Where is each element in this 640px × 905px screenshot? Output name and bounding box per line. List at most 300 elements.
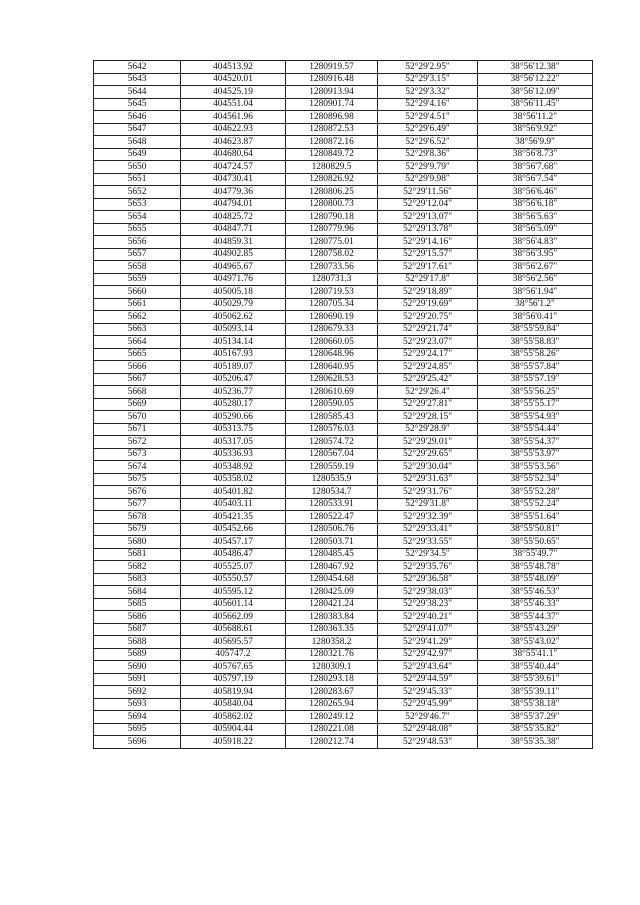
x-coordinate-cell: 405421.35 — [181, 511, 286, 524]
x-coordinate-cell: 405005.18 — [181, 286, 286, 299]
latitude-cell: 52°29'32.39" — [378, 511, 478, 524]
point-number-cell: 5673 — [94, 448, 181, 461]
point-number-cell: 5651 — [94, 173, 181, 186]
point-number-cell: 5684 — [94, 586, 181, 599]
point-number-cell: 5696 — [94, 736, 181, 749]
longitude-cell: 38°55'35.82" — [478, 723, 593, 736]
longitude-cell: 38°56'8.73" — [478, 148, 593, 161]
x-coordinate-cell: 405918.22 — [181, 736, 286, 749]
point-number-cell: 5682 — [94, 561, 181, 574]
table-row — [94, 661, 593, 674]
latitude-cell: 52°29'25.42" — [378, 373, 478, 386]
table-row — [94, 448, 593, 461]
y-coordinate-cell: 1280648.96 — [286, 348, 378, 361]
longitude-cell: 38°55'54.93" — [478, 411, 593, 424]
x-coordinate-cell: 404623.87 — [181, 136, 286, 149]
y-coordinate-cell: 1280585.43 — [286, 411, 378, 424]
latitude-cell: 52°29'38.03" — [378, 586, 478, 599]
point-number-cell: 5691 — [94, 673, 181, 686]
longitude-cell: 38°56'0.41" — [478, 311, 593, 324]
x-coordinate-cell: 405167.93 — [181, 348, 286, 361]
point-number-cell: 5659 — [94, 273, 181, 286]
point-number-cell: 5657 — [94, 248, 181, 261]
latitude-cell: 52°29'6.52" — [378, 136, 478, 149]
point-number-cell: 5655 — [94, 223, 181, 236]
table-row — [94, 236, 593, 249]
table-row — [94, 273, 593, 286]
point-number-cell: 5690 — [94, 661, 181, 674]
latitude-cell: 52°29'33.41" — [378, 523, 478, 536]
latitude-cell: 52°29'14.16" — [378, 236, 478, 249]
longitude-cell: 38°56'11.45" — [478, 98, 593, 111]
x-coordinate-cell: 405688.61 — [181, 623, 286, 636]
longitude-cell: 38°55'52.28" — [478, 486, 593, 499]
latitude-cell: 52°29'31.63" — [378, 473, 478, 486]
latitude-cell: 52°29'45.33" — [378, 686, 478, 699]
y-coordinate-cell: 1280425.09 — [286, 586, 378, 599]
x-coordinate-cell: 405358.02 — [181, 473, 286, 486]
latitude-cell: 52°29'24.17" — [378, 348, 478, 361]
table-row — [94, 386, 593, 399]
latitude-cell: 52°29'13.78" — [378, 223, 478, 236]
table-row — [94, 161, 593, 174]
longitude-cell: 38°56'6.46" — [478, 186, 593, 199]
table-row — [94, 461, 593, 474]
y-coordinate-cell: 1280640.95 — [286, 361, 378, 374]
latitude-cell: 52°29'3.32" — [378, 86, 478, 99]
point-number-cell: 5680 — [94, 536, 181, 549]
x-coordinate-cell: 405189.07 — [181, 361, 286, 374]
latitude-cell: 52°29'29.01" — [378, 436, 478, 449]
table-row — [94, 323, 593, 336]
y-coordinate-cell: 1280775.01 — [286, 236, 378, 249]
longitude-cell: 38°55'58.83" — [478, 336, 593, 349]
longitude-cell: 38°56'6.18" — [478, 198, 593, 211]
latitude-cell: 52°29'26.4" — [378, 386, 478, 399]
y-coordinate-cell: 1280309.1 — [286, 661, 378, 674]
longitude-cell: 38°55'53.56" — [478, 461, 593, 474]
x-coordinate-cell: 405062.62 — [181, 311, 286, 324]
table-row — [94, 361, 593, 374]
latitude-cell: 52°29'46.7" — [378, 711, 478, 724]
y-coordinate-cell: 1280533.91 — [286, 498, 378, 511]
table-row — [94, 136, 593, 149]
x-coordinate-cell: 404971.76 — [181, 273, 286, 286]
point-number-cell: 5683 — [94, 573, 181, 586]
point-number-cell: 5670 — [94, 411, 181, 424]
y-coordinate-cell: 1280321.76 — [286, 648, 378, 661]
x-coordinate-cell: 405134.14 — [181, 336, 286, 349]
x-coordinate-cell: 404730.41 — [181, 173, 286, 186]
x-coordinate-cell: 405486.47 — [181, 548, 286, 561]
x-coordinate-cell: 405336.93 — [181, 448, 286, 461]
longitude-cell: 38°55'46.33" — [478, 598, 593, 611]
longitude-cell: 38°55'55.17" — [478, 398, 593, 411]
y-coordinate-cell: 1280265.94 — [286, 698, 378, 711]
latitude-cell: 52°29'31.8" — [378, 498, 478, 511]
table-row — [94, 486, 593, 499]
point-number-cell: 5660 — [94, 286, 181, 299]
x-coordinate-cell: 405317.05 — [181, 436, 286, 449]
longitude-cell: 38°56'5.09" — [478, 223, 593, 236]
point-number-cell: 5649 — [94, 148, 181, 161]
longitude-cell: 38°55'41.1" — [478, 648, 593, 661]
table-row — [94, 511, 593, 524]
x-coordinate-cell: 405767.65 — [181, 661, 286, 674]
table-row — [94, 648, 593, 661]
x-coordinate-cell: 405206.47 — [181, 373, 286, 386]
table-row — [94, 298, 593, 311]
point-number-cell: 5688 — [94, 636, 181, 649]
y-coordinate-cell: 1280849.72 — [286, 148, 378, 161]
table-row — [94, 673, 593, 686]
y-coordinate-cell: 1280660.05 — [286, 336, 378, 349]
table-row — [94, 523, 593, 536]
point-number-cell: 5674 — [94, 461, 181, 474]
point-number-cell: 5693 — [94, 698, 181, 711]
longitude-cell: 38°56'5.63" — [478, 211, 593, 224]
latitude-cell: 52°29'6.49" — [378, 123, 478, 136]
x-coordinate-cell: 405093.14 — [181, 323, 286, 336]
longitude-cell: 38°56'12.38" — [478, 61, 593, 74]
latitude-cell: 52°29'9.79" — [378, 161, 478, 174]
longitude-cell: 38°56'1.94" — [478, 286, 593, 299]
table-row — [94, 223, 593, 236]
table-row — [94, 86, 593, 99]
point-number-cell: 5663 — [94, 323, 181, 336]
y-coordinate-cell: 1280574.72 — [286, 436, 378, 449]
y-coordinate-cell: 1280731.3 — [286, 273, 378, 286]
longitude-cell: 38°55'48.78" — [478, 561, 593, 574]
longitude-cell: 38°55'54.44" — [478, 423, 593, 436]
longitude-cell: 38°56'7.68" — [478, 161, 593, 174]
x-coordinate-cell: 405313.75 — [181, 423, 286, 436]
table-row — [94, 686, 593, 699]
latitude-cell: 52°29'18.89" — [378, 286, 478, 299]
longitude-cell: 38°55'49.7" — [478, 548, 593, 561]
table-row — [94, 98, 593, 111]
point-number-cell: 5677 — [94, 498, 181, 511]
y-coordinate-cell: 1280779.96 — [286, 223, 378, 236]
table-row — [94, 586, 593, 599]
table-row — [94, 198, 593, 211]
point-number-cell: 5661 — [94, 298, 181, 311]
point-number-cell: 5676 — [94, 486, 181, 499]
y-coordinate-cell: 1280628.53 — [286, 373, 378, 386]
y-coordinate-cell: 1280212.74 — [286, 736, 378, 749]
x-coordinate-cell: 405452.66 — [181, 523, 286, 536]
longitude-cell: 38°55'46.53" — [478, 586, 593, 599]
point-number-cell: 5642 — [94, 61, 181, 74]
point-number-cell: 5672 — [94, 436, 181, 449]
longitude-cell: 38°56'3.95" — [478, 248, 593, 261]
y-coordinate-cell: 1280790.18 — [286, 211, 378, 224]
longitude-cell: 38°55'39.11" — [478, 686, 593, 699]
x-coordinate-cell: 404513.92 — [181, 61, 286, 74]
point-number-cell: 5671 — [94, 423, 181, 436]
y-coordinate-cell: 1280733.56 — [286, 261, 378, 274]
coordinates-table-body — [94, 61, 593, 749]
table-row — [94, 186, 593, 199]
latitude-cell: 52°29'17.8" — [378, 273, 478, 286]
x-coordinate-cell: 404859.31 — [181, 236, 286, 249]
table-row — [94, 548, 593, 561]
longitude-cell: 38°56'2.67" — [478, 261, 593, 274]
y-coordinate-cell: 1280535.9 — [286, 473, 378, 486]
table-row — [94, 623, 593, 636]
x-coordinate-cell: 405403.11 — [181, 498, 286, 511]
point-number-cell: 5643 — [94, 73, 181, 86]
x-coordinate-cell: 405401.82 — [181, 486, 286, 499]
x-coordinate-cell: 405457.17 — [181, 536, 286, 549]
table-row — [94, 311, 593, 324]
point-number-cell: 5667 — [94, 373, 181, 386]
latitude-cell: 52°29'11.56" — [378, 186, 478, 199]
x-coordinate-cell: 404724.57 — [181, 161, 286, 174]
y-coordinate-cell: 1280293.18 — [286, 673, 378, 686]
point-number-cell: 5679 — [94, 523, 181, 536]
coordinates-table — [93, 60, 593, 749]
longitude-cell: 38°55'52.24" — [478, 498, 593, 511]
y-coordinate-cell: 1280896.98 — [286, 111, 378, 124]
latitude-cell: 52°29'19.69" — [378, 298, 478, 311]
longitude-cell: 38°55'59.84" — [478, 323, 593, 336]
y-coordinate-cell: 1280358.2 — [286, 636, 378, 649]
point-number-cell: 5644 — [94, 86, 181, 99]
latitude-cell: 52°29'35.76" — [378, 561, 478, 574]
point-number-cell: 5675 — [94, 473, 181, 486]
point-number-cell: 5692 — [94, 686, 181, 699]
longitude-cell: 38°56'11.2" — [478, 111, 593, 124]
table-row — [94, 373, 593, 386]
table-row — [94, 736, 593, 749]
latitude-cell: 52°29'28.15" — [378, 411, 478, 424]
x-coordinate-cell: 404561.96 — [181, 111, 286, 124]
y-coordinate-cell: 1280705.34 — [286, 298, 378, 311]
point-number-cell: 5648 — [94, 136, 181, 149]
latitude-cell: 52°29'4.51" — [378, 111, 478, 124]
latitude-cell: 52°29'34.5" — [378, 548, 478, 561]
x-coordinate-cell: 405290.66 — [181, 411, 286, 424]
table-row — [94, 211, 593, 224]
latitude-cell: 52°29'3.15" — [378, 73, 478, 86]
y-coordinate-cell: 1280567.04 — [286, 448, 378, 461]
latitude-cell: 52°29'31.76" — [378, 486, 478, 499]
longitude-cell: 38°55'43.29" — [478, 623, 593, 636]
x-coordinate-cell: 405348.92 — [181, 461, 286, 474]
latitude-cell: 52°29'45.99" — [378, 698, 478, 711]
longitude-cell: 38°55'58.26" — [478, 348, 593, 361]
table-row — [94, 261, 593, 274]
latitude-cell: 52°29'41.29" — [378, 636, 478, 649]
table-row — [94, 411, 593, 424]
longitude-cell: 38°55'52.34" — [478, 473, 593, 486]
point-number-cell: 5664 — [94, 336, 181, 349]
x-coordinate-cell: 405550.57 — [181, 573, 286, 586]
latitude-cell: 52°29'20.75" — [378, 311, 478, 324]
y-coordinate-cell: 1280283.67 — [286, 686, 378, 699]
longitude-cell: 38°55'50.65" — [478, 536, 593, 549]
x-coordinate-cell: 404902.85 — [181, 248, 286, 261]
longitude-cell: 38°55'37.29" — [478, 711, 593, 724]
table-row — [94, 723, 593, 736]
table-row — [94, 148, 593, 161]
table-row — [94, 436, 593, 449]
longitude-cell: 38°56'2.56" — [478, 273, 593, 286]
point-number-cell: 5650 — [94, 161, 181, 174]
latitude-cell: 52°29'28.9" — [378, 423, 478, 436]
longitude-cell: 38°55'43.02" — [478, 636, 593, 649]
point-number-cell: 5652 — [94, 186, 181, 199]
y-coordinate-cell: 1280467.92 — [286, 561, 378, 574]
table-row — [94, 73, 593, 86]
x-coordinate-cell: 404825.72 — [181, 211, 286, 224]
table-row — [94, 498, 593, 511]
x-coordinate-cell: 405029.79 — [181, 298, 286, 311]
table-row — [94, 636, 593, 649]
longitude-cell: 38°56'7.54" — [478, 173, 593, 186]
y-coordinate-cell: 1280590.05 — [286, 398, 378, 411]
y-coordinate-cell: 1280872.53 — [286, 123, 378, 136]
latitude-cell: 52°29'41.07" — [378, 623, 478, 636]
table-row — [94, 561, 593, 574]
point-number-cell: 5681 — [94, 548, 181, 561]
y-coordinate-cell: 1280363.35 — [286, 623, 378, 636]
x-coordinate-cell: 404680.64 — [181, 148, 286, 161]
x-coordinate-cell: 405595.12 — [181, 586, 286, 599]
x-coordinate-cell: 405797.19 — [181, 673, 286, 686]
x-coordinate-cell: 405601.14 — [181, 598, 286, 611]
table-row — [94, 348, 593, 361]
latitude-cell: 52°29'8.36" — [378, 148, 478, 161]
y-coordinate-cell: 1280506.76 — [286, 523, 378, 536]
latitude-cell: 52°29'44.59" — [378, 673, 478, 686]
y-coordinate-cell: 1280826.92 — [286, 173, 378, 186]
longitude-cell: 38°55'38.18" — [478, 698, 593, 711]
point-number-cell: 5647 — [94, 123, 181, 136]
table-row — [94, 711, 593, 724]
point-number-cell: 5654 — [94, 211, 181, 224]
latitude-cell: 52°29'30.04" — [378, 461, 478, 474]
longitude-cell: 38°55'39.61" — [478, 673, 593, 686]
y-coordinate-cell: 1280758.02 — [286, 248, 378, 261]
point-number-cell: 5668 — [94, 386, 181, 399]
y-coordinate-cell: 1280916.48 — [286, 73, 378, 86]
latitude-cell: 52°29'17.61" — [378, 261, 478, 274]
longitude-cell: 38°55'53.97" — [478, 448, 593, 461]
latitude-cell: 52°29'2.95" — [378, 61, 478, 74]
latitude-cell: 52°29'38.23" — [378, 598, 478, 611]
latitude-cell: 52°29'12.04" — [378, 198, 478, 211]
longitude-cell: 38°55'48.09" — [478, 573, 593, 586]
y-coordinate-cell: 1280872.16 — [286, 136, 378, 149]
latitude-cell: 52°29'21.74" — [378, 323, 478, 336]
point-number-cell: 5686 — [94, 611, 181, 624]
x-coordinate-cell: 404847.71 — [181, 223, 286, 236]
table-row — [94, 536, 593, 549]
point-number-cell: 5658 — [94, 261, 181, 274]
y-coordinate-cell: 1280919.57 — [286, 61, 378, 74]
point-number-cell: 5669 — [94, 398, 181, 411]
longitude-cell: 38°56'12.22" — [478, 73, 593, 86]
table-row — [94, 286, 593, 299]
x-coordinate-cell: 404779.36 — [181, 186, 286, 199]
latitude-cell: 52°29'15.57" — [378, 248, 478, 261]
point-number-cell: 5665 — [94, 348, 181, 361]
point-number-cell: 5685 — [94, 598, 181, 611]
longitude-cell: 38°55'50.81" — [478, 523, 593, 536]
y-coordinate-cell: 1280719.53 — [286, 286, 378, 299]
x-coordinate-cell: 405904.44 — [181, 723, 286, 736]
longitude-cell: 38°55'56.25" — [478, 386, 593, 399]
table-row — [94, 611, 593, 624]
x-coordinate-cell: 405525.07 — [181, 561, 286, 574]
y-coordinate-cell: 1280522.47 — [286, 511, 378, 524]
point-number-cell: 5695 — [94, 723, 181, 736]
table-row — [94, 123, 593, 136]
y-coordinate-cell: 1280913.94 — [286, 86, 378, 99]
longitude-cell: 38°56'9.9" — [478, 136, 593, 149]
longitude-cell: 38°55'44.37" — [478, 611, 593, 624]
x-coordinate-cell: 405819.94 — [181, 686, 286, 699]
table-row — [94, 698, 593, 711]
x-coordinate-cell: 405695.57 — [181, 636, 286, 649]
x-coordinate-cell: 405236.77 — [181, 386, 286, 399]
latitude-cell: 52°29'33.55" — [378, 536, 478, 549]
y-coordinate-cell: 1280534.7 — [286, 486, 378, 499]
point-number-cell: 5645 — [94, 98, 181, 111]
point-number-cell: 5678 — [94, 511, 181, 524]
latitude-cell: 52°29'48.53" — [378, 736, 478, 749]
point-number-cell: 5646 — [94, 111, 181, 124]
latitude-cell: 52°29'40.21" — [378, 611, 478, 624]
latitude-cell: 52°29'24.85" — [378, 361, 478, 374]
y-coordinate-cell: 1280454.68 — [286, 573, 378, 586]
y-coordinate-cell: 1280610.69 — [286, 386, 378, 399]
longitude-cell: 38°56'9.92" — [478, 123, 593, 136]
longitude-cell: 38°55'40.44" — [478, 661, 593, 674]
table-row — [94, 398, 593, 411]
point-number-cell: 5689 — [94, 648, 181, 661]
latitude-cell: 52°29'29.65" — [378, 448, 478, 461]
point-number-cell: 5653 — [94, 198, 181, 211]
x-coordinate-cell: 405280.17 — [181, 398, 286, 411]
y-coordinate-cell: 1280576.03 — [286, 423, 378, 436]
point-number-cell: 5656 — [94, 236, 181, 249]
x-coordinate-cell: 404525.19 — [181, 86, 286, 99]
y-coordinate-cell: 1280901.74 — [286, 98, 378, 111]
latitude-cell: 52°29'4.16" — [378, 98, 478, 111]
x-coordinate-cell: 404622.93 — [181, 123, 286, 136]
y-coordinate-cell: 1280485.45 — [286, 548, 378, 561]
longitude-cell: 38°55'35.38" — [478, 736, 593, 749]
x-coordinate-cell: 405662.09 — [181, 611, 286, 624]
y-coordinate-cell: 1280690.19 — [286, 311, 378, 324]
latitude-cell: 52°29'13.07" — [378, 211, 478, 224]
latitude-cell: 52°29'23.07" — [378, 336, 478, 349]
longitude-cell: 38°55'57.84" — [478, 361, 593, 374]
latitude-cell: 52°29'43.64" — [378, 661, 478, 674]
table-row — [94, 111, 593, 124]
y-coordinate-cell: 1280829.5 — [286, 161, 378, 174]
latitude-cell: 52°29'48.08" — [378, 723, 478, 736]
latitude-cell: 52°29'9.98" — [378, 173, 478, 186]
x-coordinate-cell: 404965.67 — [181, 261, 286, 274]
longitude-cell: 38°55'51.64" — [478, 511, 593, 524]
table-row — [94, 173, 593, 186]
longitude-cell: 38°56'4.83" — [478, 236, 593, 249]
longitude-cell: 38°56'1.2" — [478, 298, 593, 311]
